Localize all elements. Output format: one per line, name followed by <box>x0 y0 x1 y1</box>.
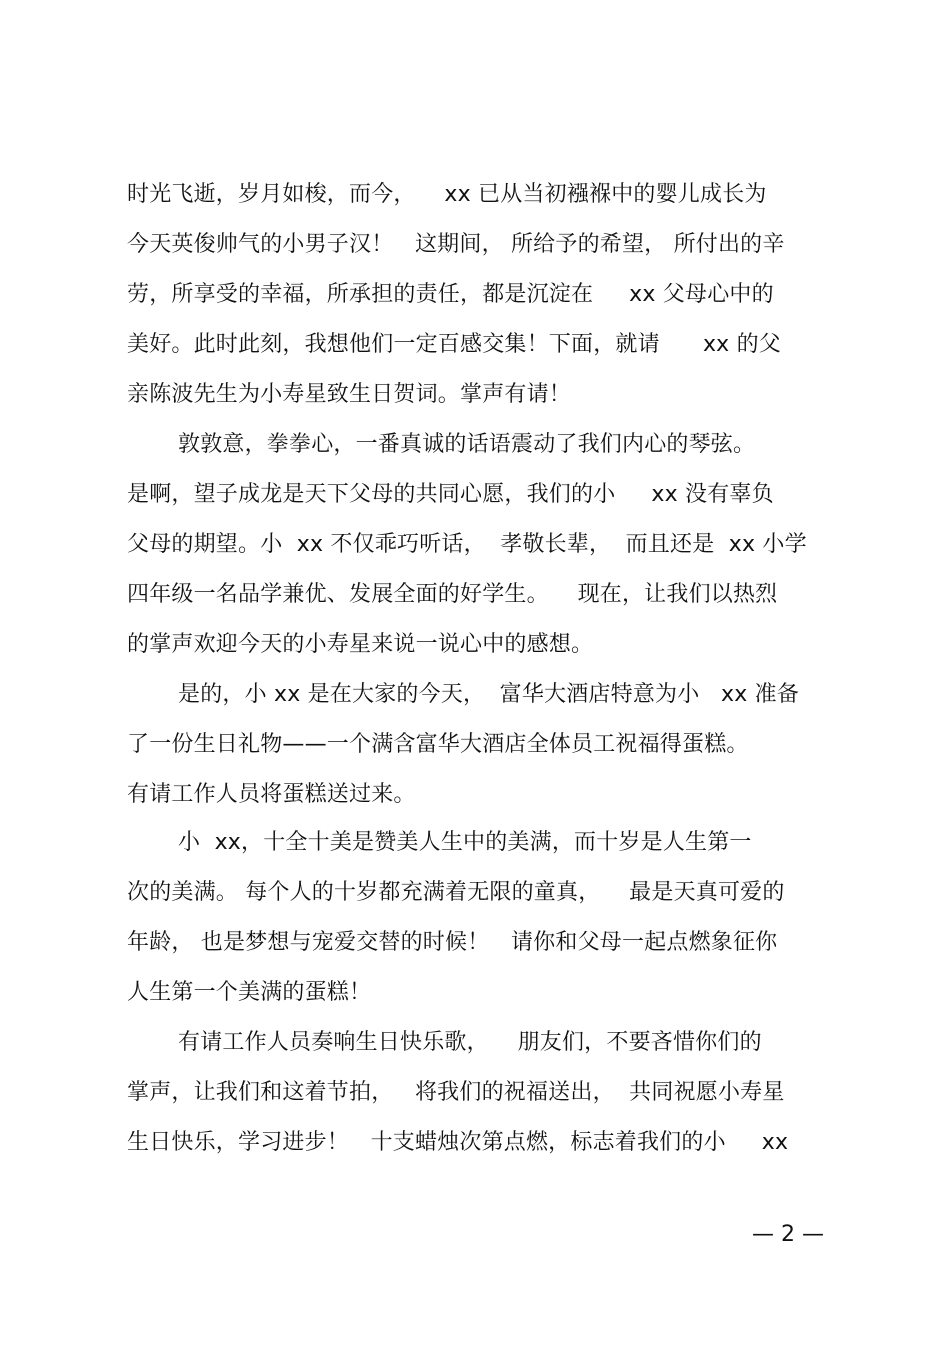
paragraph-3-line-3: 有请工作人员将蛋糕送过来。 <box>127 782 416 807</box>
paragraph-1-line-2: 今天英俊帅气的小男子汉！ 这期间， 所给予的希望， 所付出的辛 <box>127 232 785 257</box>
paragraph-2-line-1: 敦敦意，拳拳心，一番真诚的话语震动了我们内心的琴弦。 <box>178 432 756 457</box>
paragraph-5-line-3: 生日快乐，学习进步！ 十支蜡烛次第点燃，标志着我们的小 xx <box>127 1130 789 1155</box>
paragraph-2-line-5: 的掌声欢迎今天的小寿星来说一说心中的感想。 <box>127 632 594 657</box>
paragraph-3-line-1: 是的，小 xx 是在大家的今天， 富华大酒店特意为小 xx 准备 <box>178 682 800 707</box>
paragraph-2-line-4: 四年级一名品学兼优、发展全面的好学生。 现在，让我们以热烈 <box>127 582 778 607</box>
paragraph-1-line-1: 时光飞逝，岁月如梭，而今， xx 已从当初襁褓中的婴儿成长为 <box>127 182 767 207</box>
paragraph-2-line-3: 父母的期望。小 xx 不仅乖巧听话， 孝敬长辈， 而且还是 xx 小学 <box>127 532 807 557</box>
paragraph-4-line-1: 小 xx，十全十美是赞美人生中的美满，而十岁是人生第一 <box>178 830 752 855</box>
page-number: — 2 — <box>752 1222 824 1247</box>
paragraph-4-line-3: 年龄， 也是梦想与宠爱交替的时候！ 请你和父母一起点燃象征你 <box>127 930 778 955</box>
paragraph-4-line-4: 人生第一个美满的蛋糕！ <box>127 980 372 1005</box>
paragraph-1-line-5: 亲陈波先生为小寿星致生日贺词。掌声有请！ <box>127 382 572 407</box>
paragraph-1-line-3: 劳，所享受的幸福，所承担的责任，都是沉淀在 xx 父母心中的 <box>127 282 774 307</box>
paragraph-2-line-2: 是啊，望子成龙是天下父母的共同心愿，我们的小 xx 没有辜负 <box>127 482 774 507</box>
paragraph-4-line-2: 次的美满。 每个人的十岁都充满着无限的童真， 最是天真可爱的 <box>127 880 785 905</box>
paragraph-3-line-2: 了一份生日礼物——一个满含富华大酒店全体员工祝福得蛋糕。 <box>127 732 749 757</box>
paragraph-1-line-4: 美好。此时此刻，我想他们一定百感交集！下面，就请 xx 的父 <box>127 332 781 357</box>
paragraph-5-line-1: 有请工作人员奏响生日快乐歌， 朋友们，不要吝惜你们的 <box>178 1030 762 1055</box>
paragraph-5-line-2: 掌声，让我们和这着节拍， 将我们的祝福送出， 共同祝愿小寿星 <box>127 1080 785 1105</box>
